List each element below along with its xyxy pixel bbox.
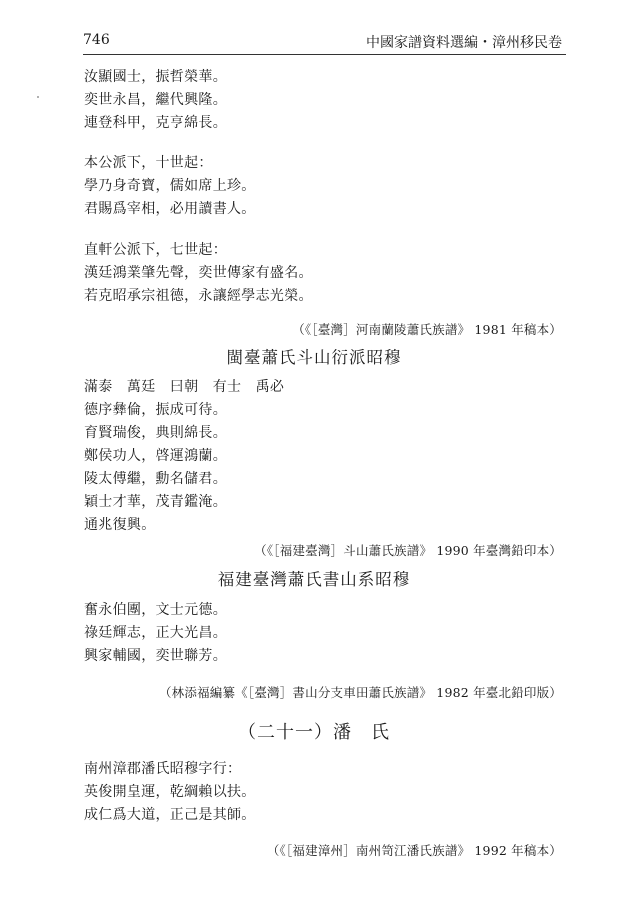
branch-heading: 直軒公派下，七世起： [84, 242, 227, 258]
page-number: 746 [83, 32, 110, 48]
verse-line: 連登科甲，克亨綿長。 [84, 115, 227, 131]
source-citation: （《［福建漳州］南州笥江潘氏族譜》 1992 年稿本） [266, 843, 562, 858]
verse-line: 英俊開皇運，乾綱賴以扶。 [84, 784, 256, 800]
verse-line: 鄭侯功人，啓運鴻蘭。 [84, 448, 227, 464]
source-citation: （《［福建臺灣］斗山蕭氏族譜》 1990 年臺灣鉛印本） [254, 543, 562, 558]
verse-line: 君賜爲宰相，必用讀書人。 [84, 201, 256, 217]
section-title: 福建臺灣蕭氏書山系昭穆 [217, 570, 411, 589]
verse-line: 漢廷鴻業肇先聲，奕世傳家有盛名。 [84, 265, 313, 281]
verse-line: 陵太傅繼，勳名儲君。 [84, 471, 227, 487]
branch-heading: 本公派下，十世起： [84, 155, 213, 171]
verse-line: 學乃身奇寶，儒如席上珍。 [84, 178, 256, 194]
verse-line: 汝顯國士，振哲榮華。 [84, 69, 227, 85]
verse-line: 奕世永昌，繼代興隆。 [84, 92, 227, 108]
source-citation: （林添福編纂《［臺灣］書山分支車田蕭氏族譜》 1982 年臺北鉛印版） [158, 685, 562, 700]
verse-line: 若克昭承宗祖德，永讓經學志光榮。 [84, 288, 313, 304]
verse-line: 通兆復興。 [84, 517, 156, 533]
verse-line: 德序彝倫，振成可待。 [84, 402, 227, 418]
verse-line: 成仁爲大道，正己是其師。 [84, 807, 256, 823]
verse-line: 祿廷輝志，正大光昌。 [84, 625, 227, 641]
generation-names: 滿泰 萬廷 曰朝 有士 禹必 [84, 379, 285, 395]
verse-line: 興家輔國，奕世聯芳。 [84, 648, 227, 664]
branch-heading: 南州漳郡潘氏昭穆字行： [84, 761, 242, 777]
verse-line: 奮永伯團，文士元德。 [84, 602, 227, 618]
header-rule [83, 54, 566, 55]
clan-section-title: （二十一）潘 氏 [238, 722, 390, 743]
scan-speck [37, 96, 39, 98]
source-citation: （《［臺灣］河南蘭陵蕭氏族譜》 1981 年稿本） [292, 322, 562, 337]
verse-line: 穎士才華，茂青鑑淹。 [84, 494, 227, 510]
running-title: 中國家譜資料選編・漳州移民卷 [366, 35, 562, 51]
section-title: 閩臺蕭氏斗山衍派昭穆 [226, 348, 402, 367]
verse-line: 育賢瑞俊，典則綿長。 [84, 425, 227, 441]
